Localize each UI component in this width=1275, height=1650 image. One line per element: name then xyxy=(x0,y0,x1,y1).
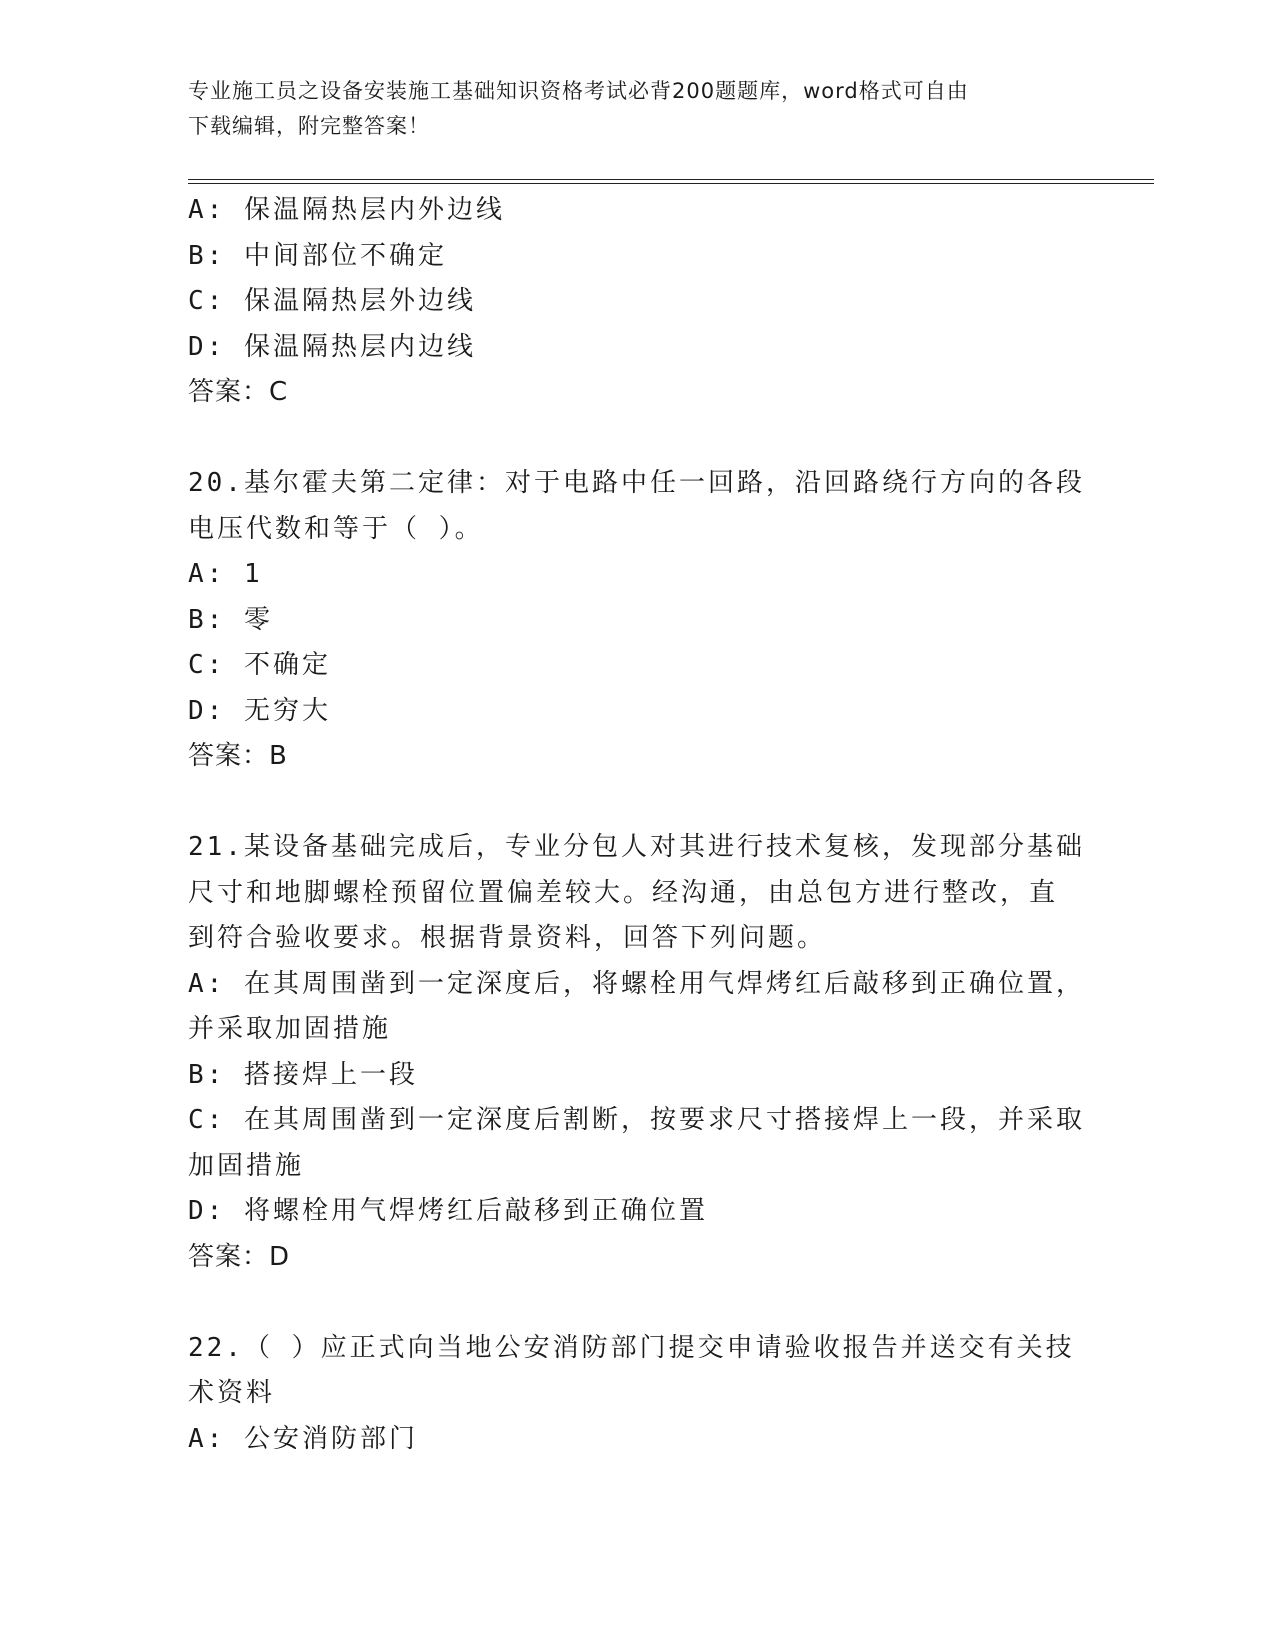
option-a-cont: 并采取加固措施 xyxy=(188,1014,392,1044)
option-d: D: 将螺栓用气焊烤红后敲移到正确位置 xyxy=(188,1196,708,1226)
option-a: A: 公安消防部门 xyxy=(188,1423,418,1454)
option-a: A: 在其周围凿到一定深度后，将螺栓用气焊烤红后敲移到正确位置， xyxy=(188,968,1085,999)
header-rule-top xyxy=(188,179,1154,180)
question-stem: 22.（ ）应正式向当地公安消防部门提交申请验收报告并送交有关技 xyxy=(188,1332,1075,1363)
answer: 答案：D xyxy=(188,1241,291,1272)
option-b: B: 零 xyxy=(188,604,273,635)
question-20 xyxy=(188,461,1088,780)
option-b: B: 中间部位不确定 xyxy=(188,240,447,271)
answer: 答案：C xyxy=(188,377,289,407)
answer: 答案：B xyxy=(188,741,288,771)
option-d: D: 无穷大 xyxy=(188,695,331,726)
question-stem: 21.某设备基础完成后，专业分包人对其进行技术复核，发现部分基础 xyxy=(188,832,1085,862)
header-rule-bottom xyxy=(188,183,1154,184)
question-stem: 20.基尔霍夫第二定律：对于电路中任一回路，沿回路绕行方向的各段 xyxy=(188,468,1085,498)
question-22 xyxy=(188,1326,1088,1463)
question-21 xyxy=(188,825,1088,1280)
option-c: C: 保温隔热层外边线 xyxy=(188,286,476,316)
option-c-cont: 加固措施 xyxy=(188,1150,305,1181)
spacer xyxy=(188,780,1088,826)
question-list xyxy=(188,188,1088,1462)
prev-question xyxy=(188,188,1088,416)
option-c: C: 在其周围凿到一定深度后割断，按要求尺寸搭接焊上一段，并采取 xyxy=(188,1105,1085,1135)
option-a: A: 1 xyxy=(188,559,263,589)
question-stem: 到符合验收要求。根据背景资料，回答下列问题。 xyxy=(188,923,827,953)
question-stem: 电压代数和等于（ ）。 xyxy=(188,513,484,544)
header-line-1: 专业施工员之设备安装施工基础知识资格考试必背200题题库，word格式可自由 xyxy=(188,79,969,103)
question-stem: 术资料 xyxy=(188,1378,276,1408)
header-line-2: 下载编辑，附完整答案！ xyxy=(188,114,430,138)
spacer xyxy=(188,416,1088,462)
option-b: B: 搭接焊上一段 xyxy=(188,1059,418,1090)
option-a: A: 保温隔热层内外边线 xyxy=(188,195,505,225)
document-header xyxy=(188,74,1068,144)
spacer xyxy=(188,1280,1088,1326)
question-stem: 尺寸和地脚螺栓预留位置偏差较大。经沟通，由总包方进行整改，直 xyxy=(188,877,1059,908)
option-c: C: 不确定 xyxy=(188,650,331,680)
option-d: D: 保温隔热层内边线 xyxy=(188,331,476,362)
